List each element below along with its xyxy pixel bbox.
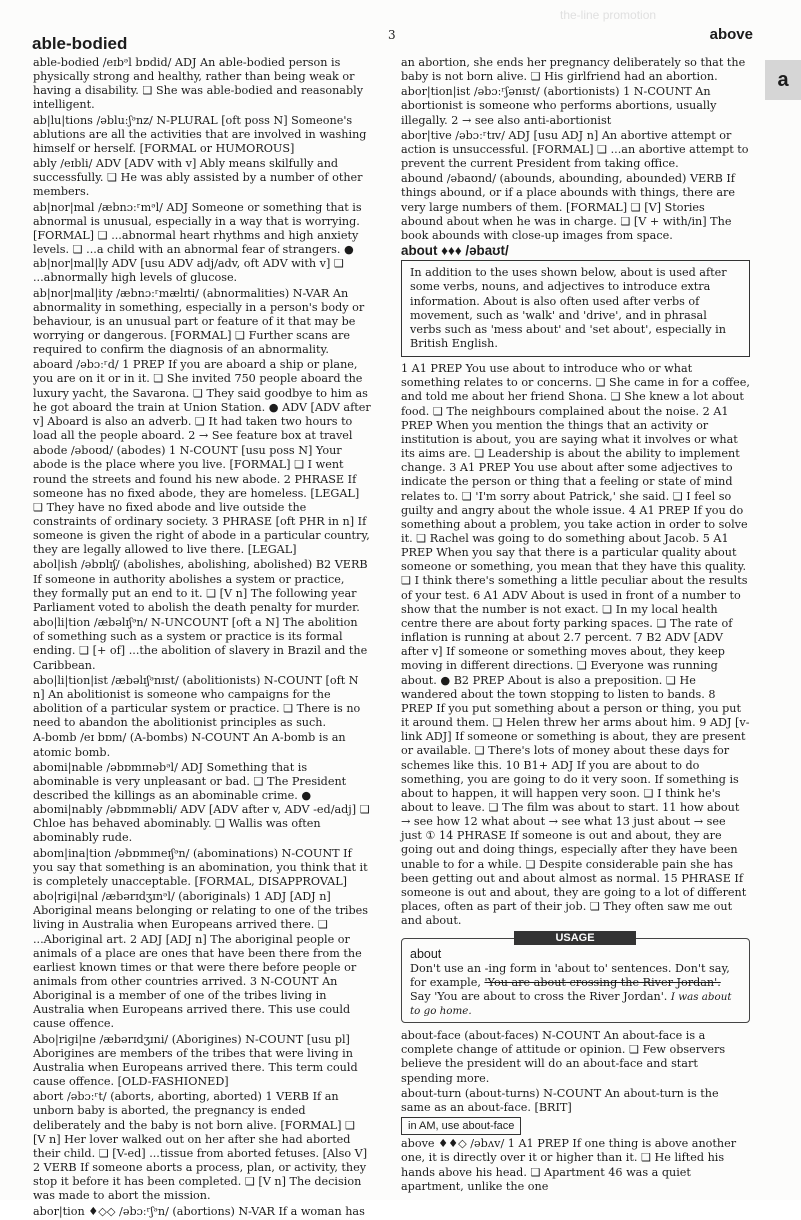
entry-ablutions: ab|lu|tions /əbluːʃᵊnz/ N-PLURAL [oft poss N] Someone's ablutions are all the activities that are involved in washing himself or herself. [FORMAL or HUMOROUS] xyxy=(33,113,367,155)
entry-abominable: abomi|nable /əbɒmɪnəbᵊl/ ADJ Something that is abominable is very unpleasant or bad. ❑ The President described the killings as an abominable crime. ● abomi|nably /əbɒmɪnəbli/ ADV [ADV after v, ADV -ed/adj] ❑ Chloe has behaved abominably. ❑ Wallis was often abominably rude. xyxy=(33,760,370,845)
entry-about-senses: 1 A1 PREP You use about to introduce who or what something relates to or concerns. ❑ She came in for a coffee, and told me about her friend Shona. ❑ She knew a lot about food. ❑ The neighbours complained about the noise. 2 A1 PREP When you mention the things that an activity or institution is about, you are saying what it involves or what its aims are. ❑ Leadership is about the ability to implement change. 3 A1 PREP You use about after some adjectives to indicate the person or thing that a feeling or state of mind relates to. ❑ 'I'm sorry about Patrick,' she said. ❑ I feel so guilty and angry about the whole issue. 4 A1 PREP If you do something about a problem, you take action in order to solve it. ❑ Rachel was going to do something about Jacob. 5 A1 PREP When you say that there is a particular quality about someone or something, you mean that they have this quality. ❑ I think there's something a little peculiar about the results of your test. 6 A1 ADV About is used in front of a number to show that the number is not exact. ❑ In my local health centre there are about forty parking spaces. ❑ The rate of inflation is running at about 2.7 percent. 7 B2 ADV [ADV after v] If someone or something moves about, they keep moving in different directions. ❑ Everyone was running about. ● B2 PREP About is also a preposition. ❑ He wandered about the town stopping to listen to bands. 8 PREP If you put something about a person or thing, you put it around them. ❑ Helen threw her arms about him. 9 ADJ [v-link ADJ] If someone or something is about, they are present or available. ❑ There's lots of money about these days for schemes like this. 10 B1+ ADJ If you are about to do something, you are going to do it very soon. If something is about to happen, it will happen very soon. ❑ I think he's about to leave. ❑ The film was about to start. 11 how about → see how 12 what about → see what 13 just about → see just ① 14 PHRASE If someone is out and about, they are going out and doing things, especially after they have been unable to for a while. ❑ Despite considerable pain she has been getting out and about almost as normal. 15 PHRASE If someone is out and about, they are going to a lot of different places, often as part of their job. ❑ They often saw me out and about. xyxy=(401,362,750,928)
entry-abnormal: ab|nor|mal /æbnɔːʳmᵊl/ ADJ Someone or something that is abnormal is unusual, especially in a way that is worrying. [FORMAL] ❑ ...abnormal heart rhythms and high anxiety levels. ❑ ...a child with an abnormal fear of strangers. ● ab|nor|mal|ly ADV [usu ADV adj/adv, oft ADV with v] ❑ ...abnormally high levels of glucose. xyxy=(33,200,362,285)
bleed-through-heading: the-line promotion xyxy=(560,8,657,22)
usage-box xyxy=(401,932,750,1023)
left-column xyxy=(33,56,371,1220)
about-info-box: In addition to the uses shown below, about is used after some verbs, nouns, and adjectives to introduce extra information. About is also often used after verbs of movement, such as 'walk' and 'drive', and in phrasal verbs such as 'mess about' and 'set about', especially in British English. xyxy=(401,260,750,357)
entry-aboriginal: abo|rigi|nal /æbərɪdʒɪnᵊl/ (aboriginals) 1 ADJ [ADJ n] Aboriginal means belonging or relating to one of the tribes living in Australia when Europeans arrived there. ❑ ...Aboriginal art. 2 ADJ [ADJ n] The aboriginal people or animals of a place are ones that have been there from the earliest known times or that were there before people or animals from other countries arrived. 3 N-COUNT An Aboriginal is a member of one of the tribes living in Australia when Europeans arrived there. This use could cause offence. xyxy=(33,890,369,1031)
in-am-note: in AM, use about-face xyxy=(401,1117,521,1135)
entry-abortion: abor|tion ♦◇◇ /əbɔːʳʃᵊn/ (abortions) N-VAR If a woman has xyxy=(33,1204,365,1218)
entry-about-face: about-face (about-faces) N-COUNT An about-face is a complete change of attitude or opinion. ❑ Few observers believe the president will do an about-face and start spending more. xyxy=(401,1029,726,1085)
usage-headword: about xyxy=(410,947,442,962)
entry-abortive: abor|tive /əbɔːʳtɪv/ ADJ [usu ADJ n] An abortive attempt or action is unsuccessful. [FORMAL] ❑ ...an abortive attempt to prevent the current President from taking office. xyxy=(401,128,749,171)
usage-example: I was about to go home. xyxy=(410,990,732,1017)
usage-label: USAGE xyxy=(514,931,636,945)
entry-abound: abound /əbaʊnd/ (abounds, abounding, abounded) VERB If things abound, or if a place abounds with things, there are very large numbers of them. [FORMAL] ❑ [V] Stories abound about when he was in charge. ❑ [V + with/in] The book abounds with close-up images from space. xyxy=(401,172,736,242)
entry-about-headword: about ♦♦♦ /əbaʊt/ xyxy=(401,243,509,259)
entry-abolish: abol|ish /əbɒlɪʃ/ (abolishes, abolishing, abolished) B2 VERB If someone in authority abolishes a system or practice, they formally put an end to it. ❑ [V n] The following year Parliament voted to abolish the death penalty for murder. xyxy=(33,558,368,614)
entry-abolition: abo|li|tion /æbəlɪʃᵊn/ N-UNCOUNT [oft a N] The abolition of something such as a system or practice is its formal ending. ❑ [+ of] ...the abolition of slavery in Brazil and the Caribbean. xyxy=(33,616,368,672)
entry-aborigine: Abo|rigi|ne /æbərɪdʒɪni/ (Aborigines) N-COUNT [usu pl] Aborigines are members of the tribes that were living in Australia when Europeans arrived there. This term could cause offence. [OLD-FASHIONED] xyxy=(33,1032,358,1089)
usage-line-1: Don't use an -ing form in 'about to' sentences. Don't say, for example, xyxy=(410,961,730,989)
entry-abode: abode /əboʊd/ (abodes) 1 N-COUNT [usu poss N] Your abode is the place where you live. [FORMAL] ❑ I went round the streets and found his new abode. 2 PHRASE If someone has no fixed abode, they are homeless. [LEGAL] ❑ They have no fixed abode and live outside the constraints of ordinary society. 3 PHRASE [oft PHR in n] If someone is given the right of abode in a particular country, they are legally allowed to live there. [LEGAL] xyxy=(33,444,370,557)
usage-line-2: Say 'You are about to cross the River Jordan'. xyxy=(410,989,668,1003)
entry-ably: ably /eɪbli/ ADV [ADV with v] Ably means skilfully and successfully. ❑ He was ably assisted by a number of other members. xyxy=(33,157,363,199)
entry-above: above ♦♦◇ /əbʌv/ 1 A1 PREP If one thing is above another one, it is directly over it or higher than it. ❑ He lifted his hands above his head. ❑ Apartment 46 was a quiet apartment, unlike the one xyxy=(401,1137,737,1193)
entry-abort: abort /əbɔːʳt/ (aborts, aborting, aborted) 1 VERB If an unborn baby is aborted, the pregnancy is ended deliberately and the baby is not born alive. [FORMAL] ❑ [V n] Her lover walked out on her after she had aborted their child. ❑ [V-ed] ...tissue from aborted fetuses. [Also V] 2 VERB If someone aborts a process, plan, or activity, they stop it before it has been completed. ❑ [V n] The decision was made to abort the mission. xyxy=(33,1090,368,1203)
right-column xyxy=(401,56,750,1195)
entry-able-bodied: able-bodied /eɪbᵊl bɒdid/ ADJ An able-bodied person is physically strong and healthy, rather than being weak or having a disability. ❑ She was able-bodied and reasonably intelligent. xyxy=(33,56,364,112)
usage-struck-example: 'You are about crossing the River Jordan'. xyxy=(484,975,721,989)
entry-abortion-continued: an abortion, she ends her pregnancy deliberately so that the baby is not born alive. ❑ His girlfriend had an abortion. xyxy=(401,56,746,84)
page-number: 3 xyxy=(388,28,396,42)
entry-a-bomb: A-bomb /eɪ bɒm/ (A-bombs) N-COUNT An A-bomb is an atomic bomb. xyxy=(33,731,346,759)
entry-about-turn: about-turn (about-turns) N-COUNT An about-turn is the same as an about-face. [BRIT] xyxy=(401,1086,719,1114)
guide-word-right: above xyxy=(709,26,753,43)
letter-tab: a xyxy=(765,60,801,100)
entry-abortionist: abor|tion|ist /əbɔːʳʃənɪst/ (abortionists) 1 N-COUNT An abortionist is someone who performs abortions, usually illegally. 2 → see also anti-abortionist xyxy=(401,85,717,127)
guide-word-left: able-bodied xyxy=(32,34,128,53)
entry-abolitionist: abo|li|tion|ist /æbəlɪʃᵊnɪst/ (abolitionists) N-COUNT [oft N n] An abolitionist is someone who campaigns for the abolition of a particular system or practice. ❑ There is no need to abandon the abolitionist principles as such. xyxy=(33,673,361,730)
entry-aboard: aboard /əbɔːʳd/ 1 PREP If you are aboard a ship or plane, you are on it or in it. ❑ She invited 750 people aboard the luxury yacht, the Savarona. ❑ They said goodbye to him as he got aboard the train at Union Station. ● ADV [ADV after v] Aboard is also an adverb. ❑ It had taken two hours to load all the people aboard. 2 → See feature box at travel xyxy=(33,358,371,443)
entry-abnormality: ab|nor|mal|ity /æbnɔːʳmælɪti/ (abnormalities) N-VAR An abnormality in something, especially in a person's body or behaviour, is an unusual part or feature of it that may be worrying or dangerous. [FORMAL] ❑ Further scans are required to confirm the diagnosis of an abnormality. xyxy=(33,286,365,357)
entry-abomination: abom|ina|tion /əbɒmɪneɪʃᵊn/ (abominations) N-COUNT If you say that something is an abomination, you think that it is completely unacceptable. [FORMAL, DISAPPROVAL] xyxy=(33,846,368,888)
